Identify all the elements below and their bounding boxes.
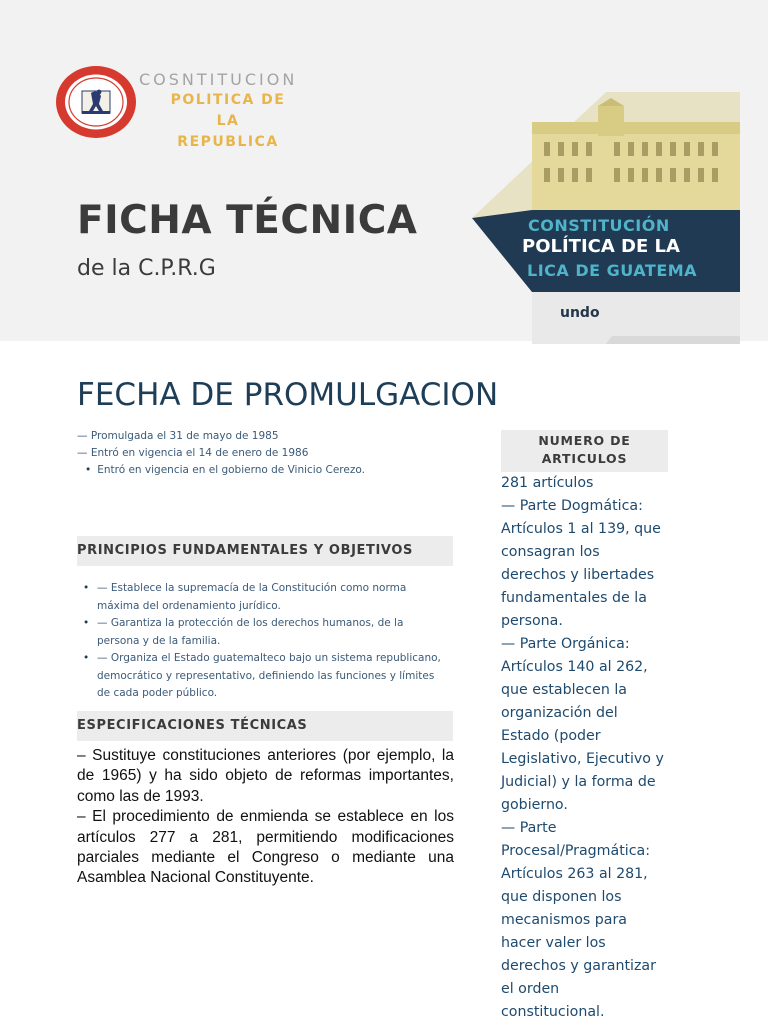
text-line: Artículos 1 al 139, que: [501, 521, 661, 537]
list-item: — Entró en vigencia el 14 de enero de 1986: [77, 447, 309, 459]
header-band: [0, 0, 768, 341]
text-line: Judicial) y la forma de: [501, 774, 656, 790]
text-line: — Parte Orgánica:: [501, 636, 630, 652]
text-line: Artículos 263 al 281,: [501, 866, 648, 882]
text-line: Estado (poder: [501, 728, 601, 744]
banner-line-1: CONSTITUCIÓN: [528, 216, 670, 235]
text-line: gobierno.: [501, 797, 568, 813]
promulgacion-list: [77, 428, 477, 479]
brand-line-2: LA: [216, 113, 240, 129]
brand-line-top: COSNTITUCION: [139, 70, 298, 89]
paragraph: – Sustituye constituciones anteriores (por ejemplo, la de 1965) y ha sido objeto de reformas importantes, como las de 1993.: [77, 747, 454, 805]
paragraph: – El procedimiento de enmienda se establece en los artículos 277 a 281, permitiendo modificaciones parciales mediante el Congreso o mediante una Asamblea Nacional Constituyente.: [77, 808, 454, 887]
brand-line-3: REPUBLICA: [177, 134, 279, 150]
banner-line-4: undo: [560, 305, 600, 321]
text-line: consagran los: [501, 544, 600, 560]
list-item: • — Organiza el Estado guatemalteco bajo un sistema republicano, democrático y representativo, definiendo las funciones y límites de cada poder público.: [83, 650, 449, 703]
heading-articulos-line-1: NUMERO DE: [538, 433, 631, 448]
text-line: Artículos 140 al 262,: [501, 659, 648, 675]
list-item: — Promulgada el 31 de mayo de 1985: [77, 430, 279, 442]
page-subtitle: de la C.P.R.G: [77, 256, 216, 281]
list-item: • — Establece la supremacía de la Constitución como norma máxima del ordenamiento jurídico.: [83, 580, 449, 615]
university-seal-logo: [55, 65, 137, 139]
text-line: constitucional.: [501, 1004, 605, 1020]
text-line: fundamentales de la: [501, 590, 647, 606]
text-line: — Parte Dogmática:: [501, 498, 643, 514]
especificaciones-body: [77, 746, 454, 889]
heading-articulos-line-2: ARTICULOS: [541, 451, 628, 466]
banner-line-3: LICA DE GUATEMA: [527, 261, 698, 280]
text-line: organización del: [501, 705, 618, 721]
articulos-body: [501, 472, 671, 1024]
text-line: Legislativo, Ejecutivo y: [501, 751, 664, 767]
list-item-text: Entró en vigencia en el gobierno de Vinicio Cerezo.: [97, 464, 365, 476]
brand-line-1: POLITICA DE: [170, 92, 286, 108]
banner-line-2: POLÍTICA DE LA: [522, 236, 680, 257]
text-line: Procesal/Pragmática:: [501, 843, 650, 859]
text-line: el orden: [501, 981, 560, 997]
constitution-cover-arrow: [472, 92, 740, 344]
text-line: persona.: [501, 613, 563, 629]
heading-especificaciones: ESPECIFICACIONES TÉCNICAS: [77, 711, 453, 741]
principios-list: [83, 580, 449, 703]
text-line: derechos y garantizar: [501, 958, 656, 974]
text-line: 281 artículos: [501, 475, 594, 491]
section-title-promulgacion: FECHA DE PROMULGACION: [77, 377, 499, 413]
text-line: hacer valer los: [501, 935, 606, 951]
text-line: — Parte: [501, 820, 557, 836]
text-line: derechos y libertades: [501, 567, 655, 583]
page-title: FICHA TÉCNICA: [77, 198, 418, 243]
heading-principios: PRINCIPIOS FUNDAMENTALES Y OBJETIVOS: [77, 536, 453, 566]
text-line: mecanismos para: [501, 912, 627, 928]
list-item: • — Garantiza la protección de los derechos humanos, de la persona y de la familia.: [83, 615, 449, 650]
text-line: que establecen la: [501, 682, 627, 698]
text-line: que disponen los: [501, 889, 622, 905]
heading-articulos: [501, 430, 668, 472]
list-item-bullet: [77, 462, 477, 479]
